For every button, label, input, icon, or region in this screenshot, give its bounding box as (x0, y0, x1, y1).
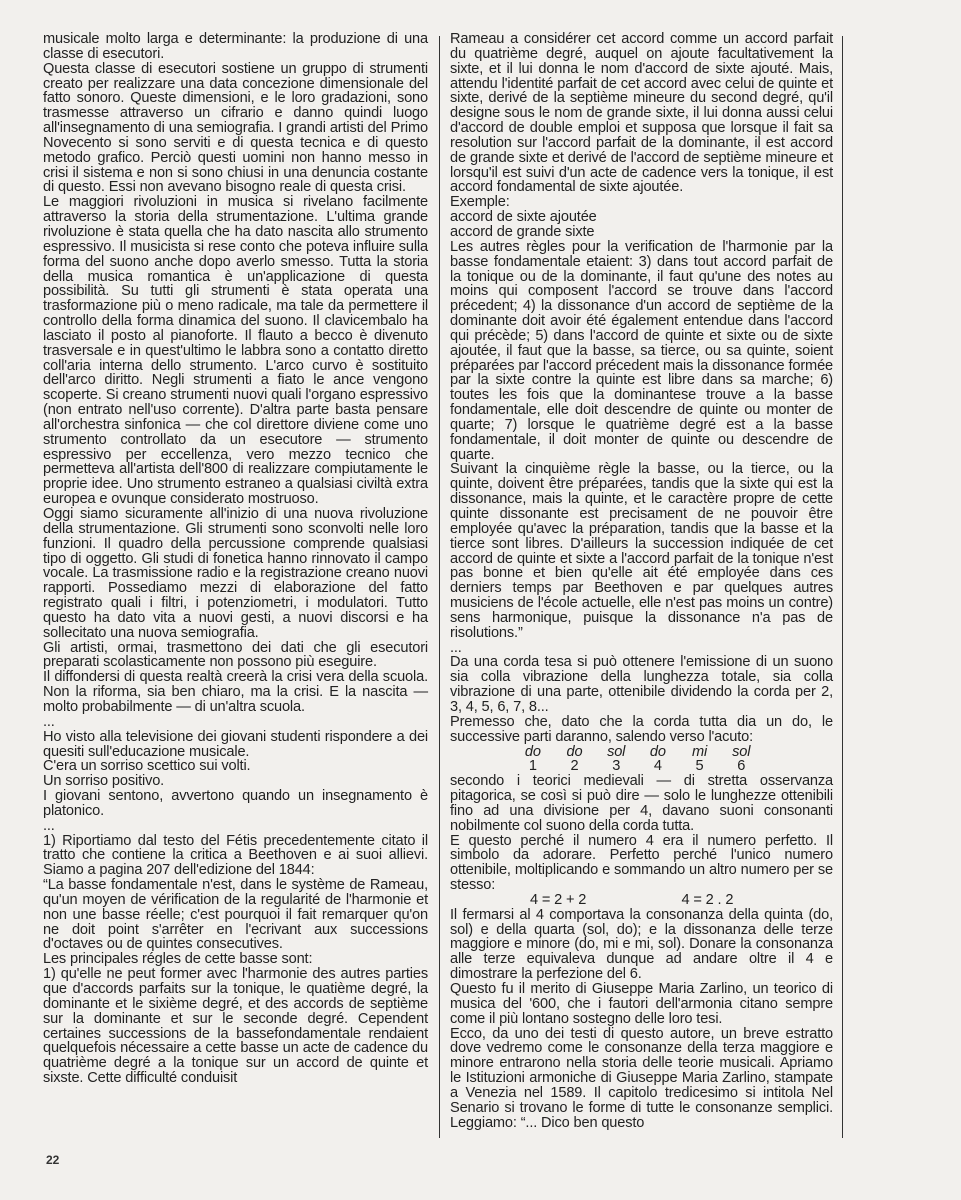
division-number: 1 (528, 758, 537, 775)
syllable: sol (607, 743, 626, 760)
quote-paragraph: 1) qu'elle ne peut former avec l'harmonie des autres parties que d'accords parfaits sur la tonique, le quatième degré, la dominante et le sixième degré, et des accords de septième sur la dominante et sur le seconde degré. Cependent certaines successions de la bassefondamentale rendaient quelquefois nécessaire a cette basse un acte de cadence du quatrième degré a la tonique sur un accord de quinte et sixste. Cette difficulté conduisit (43, 966, 428, 1087)
quote-paragraph: “La basse fondamentale n'est, dans le système de Rameau, qu'un moyen de vérification de la regularité de l'harmonie et non une basse réelle; c'est pourquoi il fait remarquer qu'on ne doit point s'arrêter en l'ecrivant aux successions d'octaves ou de quintes consecutives. (43, 877, 428, 953)
paragraph: I giovani sentono, avvertono quando un insegnamento è platonico. (43, 788, 428, 819)
syllable: do (524, 743, 541, 760)
paragraph: Ho visto alla televisione dei giovani studenti rispondere a dei quesiti sull'educazione musicale. (43, 728, 428, 760)
left-column (43, 32, 428, 1086)
equation-row (450, 893, 833, 908)
syllable: do (566, 743, 583, 760)
syllable: do (649, 743, 666, 760)
syllable: sol (732, 743, 751, 760)
paragraph: Questo fu il merito di Giuseppe Maria Zarlino, un teorico di musica del '600, che i fautori dell'armonia citano sempre come il più lontano sostegno delle loro tesi. (450, 981, 833, 1027)
syllable: mi (691, 743, 708, 760)
right-column (450, 32, 833, 1130)
paragraph: Da una corda tesa si può ottenere l'emissione di un suono sia colla vibrazione della lunghezza totale, sia colla vibrazione di una parte, ottenibile dividendo la corda per 2, 3, 4, 5, 6, 7, 8... (450, 654, 833, 715)
paragraph: Il diffondersi di questa realtà creerà la crisi vera della scuola. Non la riforma, sia ben chiaro, ma la crisi. E la nascita — molto probabilmente — di un'altra scuola. (43, 669, 428, 715)
footnote-paragraph: 1) Riportiamo dal testo del Fétis precedentemente citato il tratto che contiene la critica a Beethoven e ai suoi allievi. Siamo a pagina 207 dell'edizione del 1844: (43, 832, 428, 879)
division-number: 6 (737, 758, 746, 775)
paragraph: Un sorriso positivo. (43, 773, 165, 790)
example-line: accord de sixte ajoutée (450, 209, 597, 226)
ellipsis-separator: ... (43, 817, 55, 834)
paragraph: C'era un sorriso scettico sui volti. (43, 758, 251, 775)
paragraph: E questo perché il numero 4 era il numero perfetto. Il simbolo da adorare. Perfetto perché l'unico numero ottenibile, moltiplicando e sommando un altro numero per se stesso: (450, 832, 833, 894)
division-number: 2 (570, 758, 579, 775)
division-number: 4 (653, 758, 662, 775)
column-divider (842, 36, 843, 1138)
column-divider (439, 36, 440, 1138)
paragraph: secondo i teorici medievali — di stretta osservanza pitagorica, se così si può dire — solo le lunghezze ottenibili fino ad una divisione per 4, davano suoni consonanti nobilmente col suono della corda tutta. (450, 773, 833, 834)
equation-sum: 4 = 2 + 2 (530, 891, 587, 908)
solmization-row (450, 745, 762, 760)
paragraph: Premesso che, dato che la corda tutta dia un do, le successive parti daranno, salendo verso l'acuto: (450, 713, 833, 745)
example-label: Exemple: (450, 194, 510, 211)
quote-paragraph: Rameau a considérer cet accord comme un accord parfait du quatrième degré, auquel on ajoute facultativement la sixte, et il lui donna le nom d'accord de sixte ajouté. Mais, attendu l'identité parfait de cet accord avec celui de quinte et sixte, derivé de la septième mineure du second degré, qu'il designe sous le nom de grande sixte, il lui donna aussi celui d'accord de double emploi et supposa que lorsque il fait sa resolution sur l'accord parfait de la dominante, il est accord de grande sixte et derivé de l'accord de septième mineure et lorsqu'il est suivi d'un acte de cadence vers la tonique, il est accord fondamental de sixte ajoutée. (450, 31, 833, 196)
ellipsis-separator: ... (43, 713, 55, 730)
paragraph: musicale molto larga e determinante: la produzione di una classe di esecutori. (43, 31, 428, 62)
page-number: 22 (46, 1153, 60, 1167)
paragraph: Il fermarsi al 4 comportava la consonanza della quinta (do, sol) e della quarta (sol, do); e la dissonanza delle terze maggiore e minore (do, mi e mi, sol). Donare la consonanza alle terze equivaleva dunque ad andare oltre il 4 e dimostrare la perfezione del 6. (450, 906, 833, 983)
paragraph: Oggi siamo sicuramente all'inizio di una nuova rivoluzione della strumentazione. Gli strumenti sono sconvolti nelle loro funzioni. Il quadro della percussione comprende qualsiasi tipo di oggetto. Gli studi di fonetica hanno rinnovato il campo vocale. La trasmissione radio e la registrazione creano nuovi rapporti. Possediamo mezzi di elaborazione del fatto registrato quali i filtri, i potenziometri, i modulatori. Tutto questo ha dato vita a nuovi gesti, a nuovi discorsi e ha sollecitato una nuova semiografia. (43, 506, 428, 641)
division-number: 3 (612, 758, 621, 775)
example-line: accord de grande sixte (450, 223, 595, 240)
division-number-row (450, 759, 762, 774)
paragraph: Ecco, da uno dei testi di questo autore, un breve estratto dove vedremo come le consonanze della terza maggiore e minore entrarono nella storia delle teorie musicali. Apriamo le Istituzioni armoniche di Giuseppe Maria Zarlino, stampate a Venezia nel 1589. Il capitolo tredicesimo si intitola Nel Senario si trovano le forme di tutte le consonanze semplici. Leggiamo: “... Dico ben questo (450, 1025, 833, 1131)
paragraph: Le maggiori rivoluzioni in musica si rivelano facilmente attraverso la storia della strumentazione. L'ultima grande rivoluzione è stata quella che ha dato nascita allo strumento espressivo. Il musicista si rese conto che poteva influire sulla forma del suono anche dopo averlo smesso. Tutta la storia della musica romantica è un'applicazione di questa possibilità. Su tutti gli strumenti è stata operata una trasformazione più o meno radicale, ma tale da permettere il controllo della forma dinamica del suono. Il clavicembalo ha lasciato il posto al pianoforte. Il flauto a becco è divenuto trasversale e in quest'ultimo le labbra sono a contatto diretto coll'aria interna dello strumento. L'arco curvo è sostituito dell'arco diritto. Negli strumenti a fiato le ance vengono scoperte. Si creano strumenti nuovi quali l'organo espressivo (non entrato nell'uso corrente). D'altra parte basta pensare all'orchestra sinfonica — che col direttore diviene come uno strumento controllato da un esecutore — strumento espressivo per eccellenza, vero mezzo tecnico che permetteva all'artista dell'800 di realizzare compiutamente le proprie idee. Uno strumento estraneo a qualsiasi civiltà extra europea e ovunque considerato mostruoso. (43, 194, 428, 508)
equation-product: 4 = 2 . 2 (681, 891, 734, 908)
division-number: 5 (695, 758, 704, 775)
quote-paragraph: Les principales régles de cette basse sont: (43, 951, 313, 968)
ellipsis-separator: ... (450, 639, 462, 656)
paragraph: Gli artisti, ormai, trasmettono dei dati che gli esecutori preparati scolasticamente non possono più eseguire. (43, 639, 428, 671)
quote-paragraph: Suivant la cinquième règle la basse, ou la tierce, ou la quinte, doivent être préparées, tandis que la sixte qui est la dissonance, mais la quinte, et le caractère propre de cette quinte dissonante est precisament de ne pouvoir être employée qu'avec la préparation, tandis que la basse et la tierce sont libres. D'ailleurs la succession indiquée de cet accord de quinte et sixte a l'accord parfait de la tonique n'est pas bonne et bien qu'elle ait été employée dans ces derniers temps par Beethoven e par quelques autres musiciens de l'école actuelle, elle n'est pas moins un contre) sens harmonique, puisque la dissonance n'a pas de risolutions.” (450, 461, 833, 641)
paragraph: Questa classe di esecutori sostiene un gruppo di strumenti creato per realizzare una data concezione dimensionale del fatto sonoro. Queste dimensioni, e le loro gradazioni, sono trasmesse attraverso un cifrario e danno quindi luogo all'insegnamento di una semiografia. I grandi artisti del Primo Novecento si sono serviti e di questa tecnica e di questo metodo grafico. Perciò questi uomini non hanno messo in crisi il sistema e non si sono chiusi in una denuncia costante di questo. Essi non avevano bisogno reale di questa crisi. (43, 60, 428, 196)
quote-paragraph: Les autres règles pour la verification de l'harmonie par la basse fondamentale etaient: 3) dans tout accord parfait de la tonique ou de la dominante, il faut qu'une des notes au moins qui composent l'accord se trouve dans l'accord précedent; 4) la dissonance d'un accord de septième de la dominante doit avoir été également entendue dans l'accord qui précède; 5) dans l'accord de quinte et sixte ou de sixte ajoutée, il faut que la basse, sa tierce, ou sa quinte, soient préparées par l'accord précedent mais la dissonance formée par la sixte contre la quinte est libre dans sa marche; 6) toutes les fois que la dominantese trouve a la basse fondamentale, elle doit descendre de quinte ou monter de quarte; 7) lorsque le quatrième degré est a la basse fondamentale, il doit monter de quinte ou descendre de quarte. (450, 238, 833, 463)
